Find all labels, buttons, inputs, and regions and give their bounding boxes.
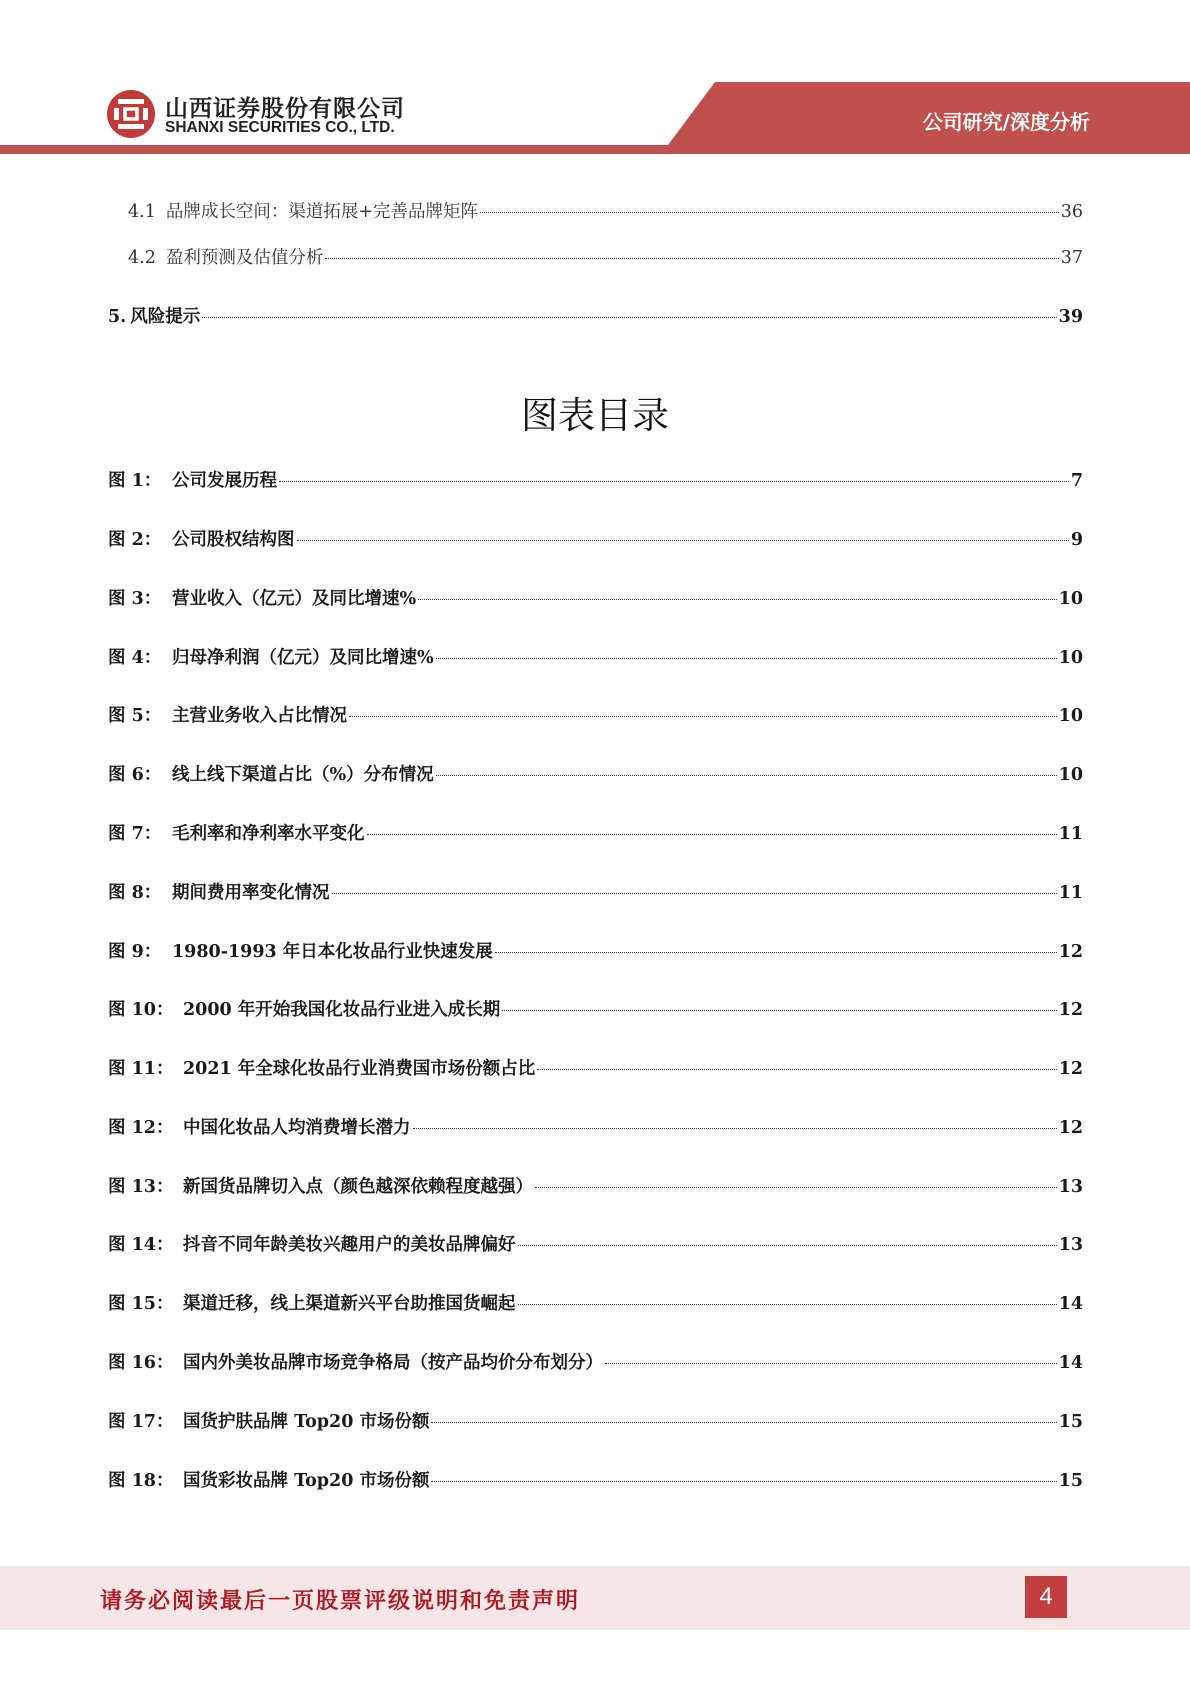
figure-toc-entry[interactable]	[108, 585, 1083, 610]
figure-page: 10	[1058, 648, 1083, 668]
figure-title: 中国化妆品人均消费增长潜力	[183, 1118, 411, 1138]
report-type-label: 公司研究/深度分析	[922, 110, 1090, 134]
figure-page: 12	[1058, 1059, 1083, 1079]
toc-leader-dots	[431, 1481, 1056, 1482]
figure-page: 10	[1058, 706, 1083, 726]
figure-toc-entry[interactable]	[108, 702, 1083, 727]
toc-leader-dots	[436, 775, 1057, 776]
figure-toc-entry[interactable]	[108, 879, 1083, 904]
figure-label: 图 10：	[108, 1000, 174, 1020]
figure-page: 7	[1070, 471, 1083, 491]
figure-title: 2000 年开始我国化妆品行业进入成长期	[183, 1000, 501, 1020]
figure-title: 国货护肤品牌 Top20 市场份额	[183, 1412, 430, 1432]
figure-toc-entry[interactable]	[108, 820, 1083, 845]
figure-page: 11	[1058, 824, 1083, 844]
toc-leader-dots	[537, 1069, 1056, 1070]
toc-entry-number: 5.	[108, 307, 127, 327]
figure-title: 抖音不同年龄美妆兴趣用户的美妆品牌偏好	[183, 1235, 516, 1255]
toc-entry-number: 4.1	[128, 202, 156, 222]
figure-page: 10	[1058, 765, 1083, 785]
toc-leader-dots	[518, 1304, 1057, 1305]
figure-toc-entry[interactable]	[108, 1290, 1083, 1315]
figure-page: 15	[1058, 1471, 1083, 1491]
toc-leader-dots	[518, 1245, 1057, 1246]
figure-toc-entry[interactable]	[108, 1055, 1083, 1080]
figure-toc-entry[interactable]	[108, 526, 1083, 551]
figure-toc-entry[interactable]	[108, 1408, 1083, 1433]
figure-title: 新国货品牌切入点（颜色越深依赖程度越强）	[183, 1177, 533, 1197]
figure-toc-entry[interactable]	[108, 467, 1083, 492]
toc-entry-page: 37	[1060, 248, 1083, 268]
toc-leader-dots	[502, 1010, 1056, 1011]
toc-leader-dots	[325, 258, 1058, 259]
figure-label: 图 9：	[108, 942, 162, 962]
toc-entry-number: 4.2	[128, 248, 156, 268]
toc-leader-dots	[418, 599, 1057, 600]
toc-entry-title: 风险提示	[130, 307, 201, 327]
figure-page: 12	[1058, 1118, 1083, 1138]
figure-title: 渠道迁移，线上渠道新兴平台助推国货崛起	[183, 1294, 516, 1314]
toc-leader-dots	[367, 834, 1057, 835]
figure-toc-entry[interactable]	[108, 761, 1083, 786]
figure-page: 12	[1058, 942, 1083, 962]
figure-title: 2021 年全球化妆品行业消费国市场份额占比	[183, 1059, 536, 1079]
figure-label: 图 12：	[108, 1118, 174, 1138]
toc-entry-page: 39	[1058, 307, 1083, 327]
figure-label: 图 17：	[108, 1412, 174, 1432]
figure-title: 营业收入（亿元）及同比增速%	[172, 589, 417, 609]
toc-leader-dots	[297, 540, 1069, 541]
brand-name-en: SHANXI SECURITIES CO., LTD.	[165, 119, 395, 136]
figure-toc-entry[interactable]	[108, 1467, 1083, 1492]
figure-label: 图 5：	[108, 706, 162, 726]
toc-leader-dots	[431, 1422, 1056, 1423]
figure-label: 图 8：	[108, 883, 162, 903]
figure-title: 1980-1993 年日本化妆品行业快速发展	[172, 942, 493, 962]
toc-leader-dots	[605, 1363, 1057, 1364]
toc-entry-4-1[interactable]	[128, 198, 1083, 223]
figure-toc-entry[interactable]	[108, 1349, 1083, 1374]
toc-leader-dots	[279, 481, 1069, 482]
figure-toc-entry[interactable]	[108, 644, 1083, 669]
figure-label: 图 15：	[108, 1294, 174, 1314]
figure-label: 图 14：	[108, 1235, 174, 1255]
toc-leader-dots	[413, 1128, 1057, 1129]
figure-label: 图 6：	[108, 765, 162, 785]
figure-page: 14	[1058, 1353, 1083, 1373]
figure-title: 公司股权结构图	[172, 530, 295, 550]
toc-entry-title: 盈利预测及估值分析	[165, 248, 324, 268]
figure-title: 毛利率和净利率水平变化	[172, 824, 365, 844]
figure-page: 11	[1058, 883, 1083, 903]
toc-leader-dots	[349, 716, 1057, 717]
figure-page: 13	[1058, 1177, 1083, 1197]
figure-label: 图 16：	[108, 1353, 174, 1373]
toc-entry-5[interactable]	[108, 303, 1083, 328]
toc-leader-dots	[202, 317, 1056, 318]
toc-entry-title: 品牌成长空间：渠道拓展+完善品牌矩阵	[165, 202, 479, 222]
figure-label: 图 3：	[108, 589, 162, 609]
toc-entry-page: 36	[1060, 202, 1083, 222]
figure-label: 图 18：	[108, 1471, 174, 1491]
figure-label: 图 7：	[108, 824, 162, 844]
figure-page: 15	[1058, 1412, 1083, 1432]
figure-title: 国内外美妆品牌市场竞争格局（按产品均价分布划分）	[183, 1353, 603, 1373]
figure-page: 13	[1058, 1235, 1083, 1255]
figure-label: 图 11：	[108, 1059, 174, 1079]
page-header	[0, 0, 1190, 160]
figure-title: 主营业务收入占比情况	[172, 706, 347, 726]
figure-title: 期间费用率变化情况	[172, 883, 330, 903]
figure-title: 线上线下渠道占比（%）分布情况	[172, 765, 434, 785]
page-number: 4	[1025, 1576, 1067, 1618]
shanxi-securities-logo-icon	[105, 88, 157, 140]
figure-toc-entry[interactable]	[108, 1114, 1083, 1139]
figure-title: 归母净利润（亿元）及同比增速%	[172, 648, 434, 668]
figure-label: 图 4：	[108, 648, 162, 668]
figure-toc-entry[interactable]	[108, 996, 1083, 1021]
toc-leader-dots	[332, 893, 1057, 894]
footer-disclaimer: 请务必阅读最后一页股票评级说明和免责声明	[100, 1588, 581, 1614]
figure-title: 国货彩妆品牌 Top20 市场份额	[183, 1471, 430, 1491]
figure-page: 12	[1058, 1000, 1083, 1020]
figure-label: 图 1：	[108, 471, 162, 491]
toc-leader-dots	[436, 658, 1057, 659]
figure-title: 公司发展历程	[172, 471, 277, 491]
figure-toc-title: 图表目录	[521, 394, 669, 437]
toc-leader-dots	[535, 1187, 1057, 1188]
figure-toc-entry[interactable]	[108, 1173, 1083, 1198]
figure-label: 图 2：	[108, 530, 162, 550]
toc-leader-dots	[495, 952, 1057, 953]
figure-toc-entry[interactable]	[108, 1231, 1083, 1256]
figure-page: 14	[1058, 1294, 1083, 1314]
figure-page: 10	[1058, 589, 1083, 609]
figure-page: 9	[1070, 530, 1083, 550]
figure-toc-entry[interactable]	[108, 938, 1083, 963]
toc-leader-dots	[480, 212, 1059, 213]
toc-entry-4-2[interactable]	[128, 244, 1083, 269]
figure-label: 图 13：	[108, 1177, 174, 1197]
brand-name-cn: 山西证券股份有限公司	[165, 96, 405, 122]
